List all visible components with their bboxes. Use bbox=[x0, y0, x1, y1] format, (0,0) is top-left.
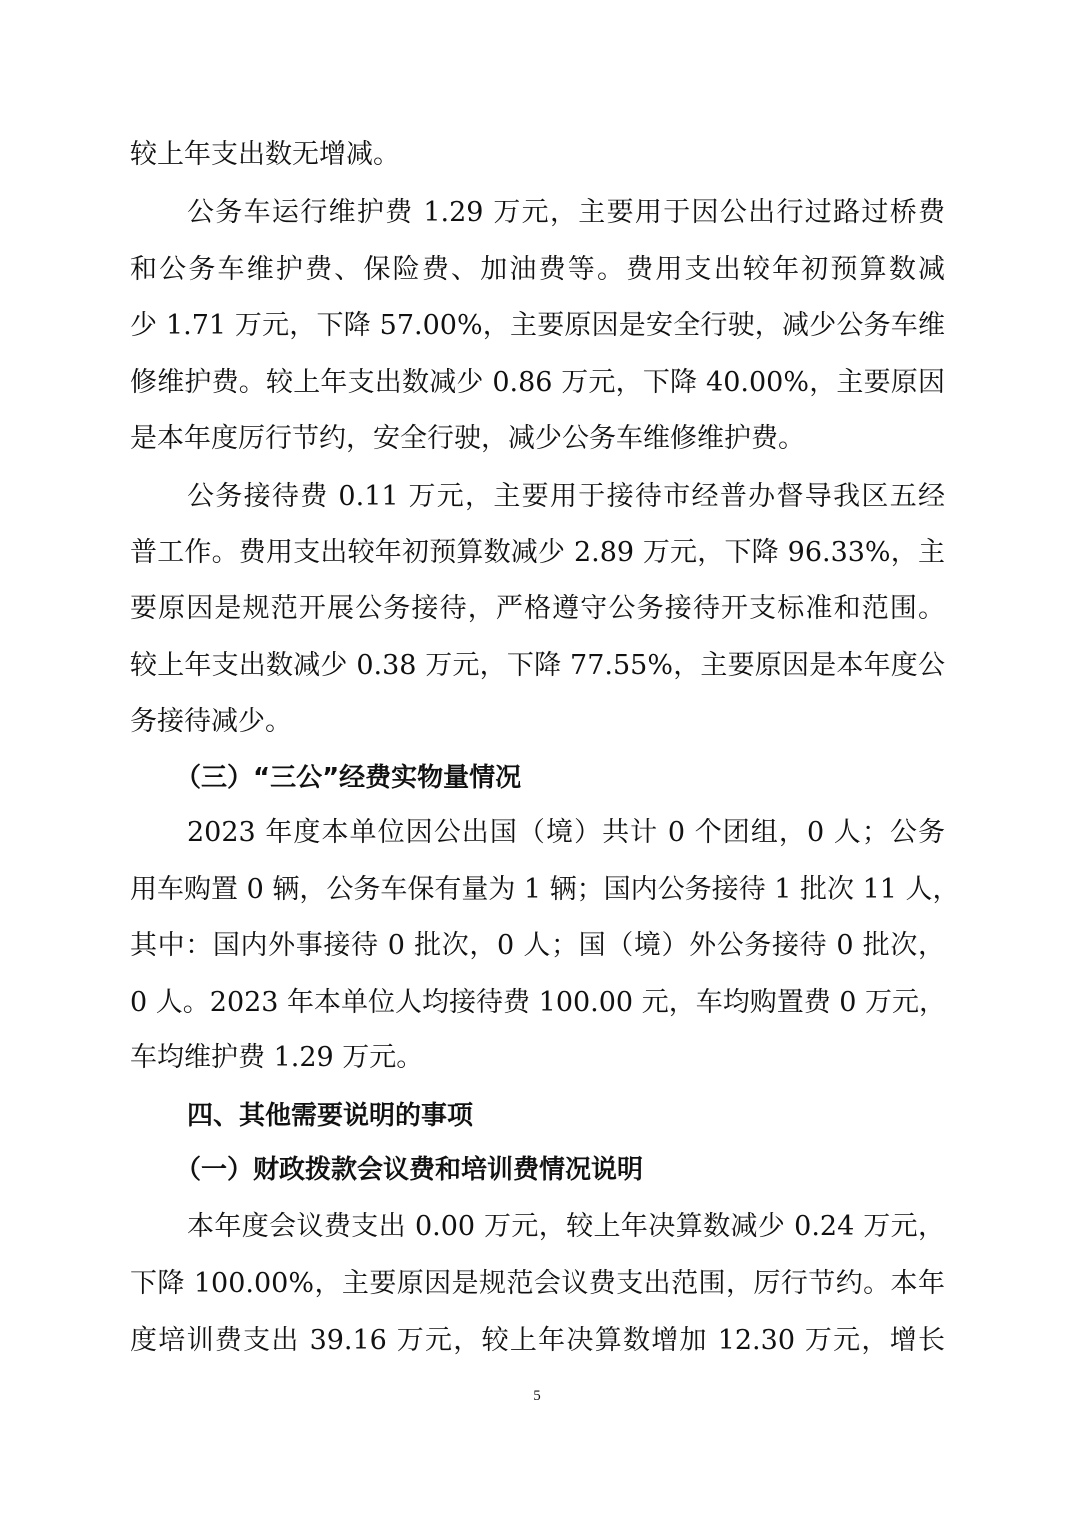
body-text-line: 修维护费。较上年支出数减少 0.86 万元，下降 40.00%，主要原因 bbox=[130, 367, 945, 398]
body-text-line: 是本年度厉行节约，安全行驶，减少公务车维修维护费。 bbox=[130, 423, 805, 454]
body-text-line: 0 人。2023 年本单位人均接待费 100.00 元，车均购置费 0 万元， bbox=[130, 987, 947, 1018]
body-text-line: 公务接待费 0.11 万元，主要用于接待市经普办督导我区五经 bbox=[187, 481, 945, 512]
body-text-line: 2023 年度本单位因公出国（境）共计 0 个团组，0 人；公务 bbox=[187, 817, 945, 848]
section-heading: 四、其他需要说明的事项 bbox=[187, 1101, 474, 1131]
body-text-line: 较上年支出数减少 0.38 万元，下降 77.55%，主要原因是本年度公 bbox=[130, 650, 945, 681]
body-text-line: 较上年支出数无增减。 bbox=[130, 139, 400, 170]
body-text-line: 本年度会议费支出 0.00 万元，较上年决算数减少 0.24 万元， bbox=[187, 1211, 945, 1242]
body-text-line: 其中：国内外事接待 0 批次，0 人；国（境）外公务接待 0 批次， bbox=[130, 930, 945, 961]
body-text-line: 务接待减少。 bbox=[130, 706, 292, 737]
body-text-line: 用车购置 0 辆，公务车保有量为 1 辆；国内公务接待 1 批次 11 人， bbox=[130, 874, 960, 905]
body-text-line: 普工作。费用支出较年初预算数减少 2.89 万元，下降 96.33%，主 bbox=[130, 537, 945, 568]
body-text-line: 和公务车维护费、保险费、加油费等。费用支出较年初预算数减 bbox=[130, 254, 945, 285]
subsection-heading: （一）财政拨款会议费和培训费情况说明 bbox=[175, 1155, 644, 1185]
subsection-heading: （三）“三公”经费实物量情况 bbox=[175, 763, 522, 793]
body-text-line: 少 1.71 万元，下降 57.00%，主要原因是安全行驶，减少公务车维 bbox=[130, 310, 945, 341]
body-text-line: 车均维护费 1.29 万元。 bbox=[130, 1042, 424, 1073]
body-text-line: 下降 100.00%，主要原因是规范会议费支出范围，厉行节约。本年 bbox=[130, 1268, 945, 1299]
body-text-line: 公务车运行维护费 1.29 万元，主要用于因公出行过路过桥费 bbox=[187, 197, 945, 228]
body-text-line: 要原因是规范开展公务接待，严格遵守公务接待开支标准和范围。 bbox=[130, 593, 945, 624]
body-text-line: 度培训费支出 39.16 万元，较上年决算数增加 12.30 万元，增长 bbox=[130, 1325, 945, 1356]
page-number: 5 bbox=[533, 1388, 541, 1404]
